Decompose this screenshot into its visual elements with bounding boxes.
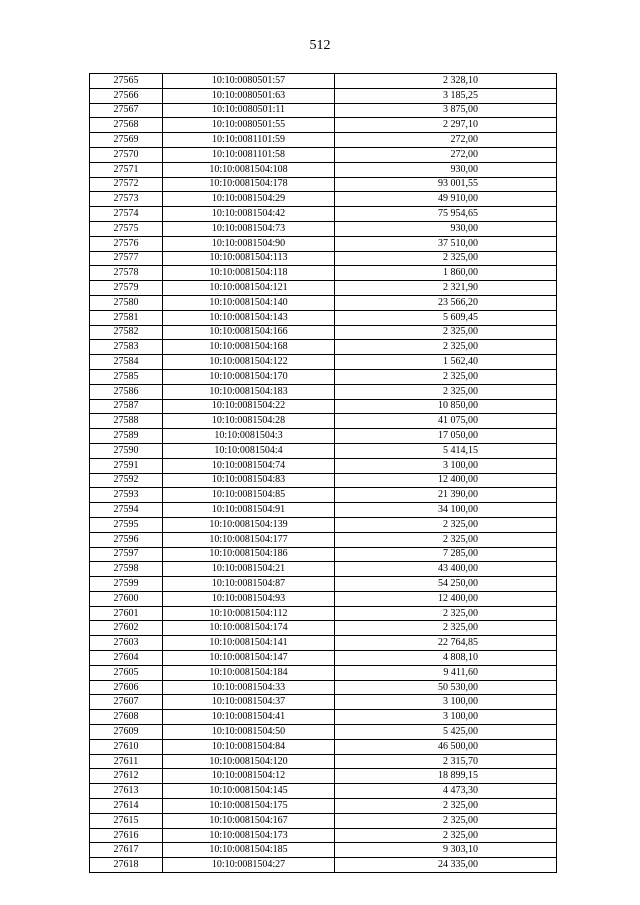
cadastral-number-cell: 10:10:0081504:118 [163,266,335,281]
table-row [90,236,557,251]
cadastral-number-cell: 10:10:0081504:87 [163,577,335,592]
amount-cell: 2 325,00 [335,828,557,843]
row-number-cell: 27576 [90,236,163,251]
cadastral-number-cell: 10:10:0081504:175 [163,799,335,814]
cadastral-number-cell: 10:10:0081504:37 [163,695,335,710]
amount-cell: 22 764,85 [335,636,557,651]
cadastral-number-cell: 10:10:0081504:166 [163,325,335,340]
cadastral-number-cell: 10:10:0081504:12 [163,769,335,784]
table-row [90,414,557,429]
amount-cell: 2 325,00 [335,517,557,532]
amount-cell: 12 400,00 [335,473,557,488]
table-row [90,695,557,710]
row-number-cell: 27569 [90,133,163,148]
row-number-cell: 27570 [90,147,163,162]
row-number-cell: 27594 [90,503,163,518]
amount-cell: 2 325,00 [335,325,557,340]
table-row [90,739,557,754]
cadastral-number-cell: 10:10:0081504:3 [163,429,335,444]
row-number-cell: 27611 [90,754,163,769]
row-number-cell: 27589 [90,429,163,444]
table-row [90,547,557,562]
table-row [90,147,557,162]
table-row [90,177,557,192]
row-number-cell: 27599 [90,577,163,592]
row-number-cell: 27567 [90,103,163,118]
amount-cell: 2 325,00 [335,340,557,355]
table-row [90,591,557,606]
cadastral-number-cell: 10:10:0081504:91 [163,503,335,518]
amount-cell: 2 325,00 [335,532,557,547]
cadastral-number-cell: 10:10:0081504:167 [163,813,335,828]
amount-cell: 37 510,00 [335,236,557,251]
amount-cell: 5 609,45 [335,310,557,325]
amount-cell: 34 100,00 [335,503,557,518]
table-row [90,369,557,384]
row-number-cell: 27617 [90,843,163,858]
amount-cell: 5 425,00 [335,725,557,740]
row-number-cell: 27590 [90,443,163,458]
cadastral-number-cell: 10:10:0081504:174 [163,621,335,636]
amount-cell: 2 325,00 [335,384,557,399]
cadastral-number-cell: 10:10:0081504:185 [163,843,335,858]
cadastral-number-cell: 10:10:0081504:178 [163,177,335,192]
cadastral-number-cell: 10:10:0081504:4 [163,443,335,458]
cadastral-number-cell: 10:10:0081504:74 [163,458,335,473]
amount-cell: 2 328,10 [335,74,557,89]
amount-cell: 9 303,10 [335,843,557,858]
table-row [90,784,557,799]
amount-cell: 43 400,00 [335,562,557,577]
row-number-cell: 27610 [90,739,163,754]
row-number-cell: 27607 [90,695,163,710]
table-row [90,443,557,458]
cadastral-number-cell: 10:10:0081504:28 [163,414,335,429]
cadastral-number-cell: 10:10:0081504:145 [163,784,335,799]
amount-cell: 46 500,00 [335,739,557,754]
cadastral-number-cell: 10:10:0080501:11 [163,103,335,118]
amount-cell: 50 530,00 [335,680,557,695]
amount-cell: 10 850,00 [335,399,557,414]
cadastral-number-cell: 10:10:0081504:93 [163,591,335,606]
row-number-cell: 27580 [90,295,163,310]
cadastral-number-cell: 10:10:0081504:121 [163,281,335,296]
table-row [90,355,557,370]
cadastral-number-cell: 10:10:0081504:42 [163,207,335,222]
table-row [90,384,557,399]
row-number-cell: 27615 [90,813,163,828]
amount-cell: 930,00 [335,162,557,177]
cadastral-number-cell: 10:10:0081504:50 [163,725,335,740]
amount-cell: 2 325,00 [335,799,557,814]
cadastral-number-cell: 10:10:0081504:29 [163,192,335,207]
amount-cell: 75 954,65 [335,207,557,222]
table-row [90,488,557,503]
registry-table-body [90,74,557,873]
table-row [90,769,557,784]
row-number-cell: 27613 [90,784,163,799]
table-row [90,473,557,488]
table-row [90,858,557,873]
table-row [90,310,557,325]
row-number-cell: 27593 [90,488,163,503]
cadastral-number-cell: 10:10:0081504:22 [163,399,335,414]
table-row [90,710,557,725]
row-number-cell: 27571 [90,162,163,177]
page-number: 512 [309,38,331,53]
amount-cell: 21 390,00 [335,488,557,503]
row-number-cell: 27581 [90,310,163,325]
cadastral-number-cell: 10:10:0081101:59 [163,133,335,148]
cadastral-number-cell: 10:10:0081504:170 [163,369,335,384]
amount-cell: 3 185,25 [335,88,557,103]
row-number-cell: 27588 [90,414,163,429]
amount-cell: 272,00 [335,133,557,148]
cadastral-number-cell: 10:10:0081504:122 [163,355,335,370]
row-number-cell: 27575 [90,221,163,236]
table-row [90,221,557,236]
cadastral-number-cell: 10:10:0081504:73 [163,221,335,236]
cadastral-number-cell: 10:10:0081504:143 [163,310,335,325]
cadastral-number-cell: 10:10:0081504:21 [163,562,335,577]
amount-cell: 5 414,15 [335,443,557,458]
table-row [90,665,557,680]
amount-cell: 7 285,00 [335,547,557,562]
amount-cell: 2 315,70 [335,754,557,769]
row-number-cell: 27612 [90,769,163,784]
cadastral-number-cell: 10:10:0080501:55 [163,118,335,133]
row-number-cell: 27605 [90,665,163,680]
row-number-cell: 27618 [90,858,163,873]
row-number-cell: 27600 [90,591,163,606]
cadastral-number-cell: 10:10:0081101:58 [163,147,335,162]
table-row [90,266,557,281]
amount-cell: 4 808,10 [335,651,557,666]
table-row [90,207,557,222]
cadastral-number-cell: 10:10:0081504:139 [163,517,335,532]
row-number-cell: 27595 [90,517,163,532]
amount-cell: 12 400,00 [335,591,557,606]
amount-cell: 18 899,15 [335,769,557,784]
cadastral-number-cell: 10:10:0081504:113 [163,251,335,266]
row-number-cell: 27606 [90,680,163,695]
cadastral-number-cell: 10:10:0081504:85 [163,488,335,503]
amount-cell: 41 075,00 [335,414,557,429]
cadastral-number-cell: 10:10:0080501:63 [163,88,335,103]
table-row [90,74,557,89]
cadastral-number-cell: 10:10:0081504:27 [163,858,335,873]
row-number-cell: 27582 [90,325,163,340]
cadastral-number-cell: 10:10:0081504:183 [163,384,335,399]
row-number-cell: 27598 [90,562,163,577]
row-number-cell: 27608 [90,710,163,725]
table-row [90,621,557,636]
cadastral-number-cell: 10:10:0081504:147 [163,651,335,666]
cadastral-number-cell: 10:10:0081504:41 [163,710,335,725]
amount-cell: 2 297,10 [335,118,557,133]
amount-cell: 3 100,00 [335,710,557,725]
table-row [90,295,557,310]
table-row [90,458,557,473]
row-number-cell: 27609 [90,725,163,740]
table-row [90,532,557,547]
cadastral-number-cell: 10:10:0081504:173 [163,828,335,843]
cadastral-number-cell: 10:10:0081504:141 [163,636,335,651]
cadastral-number-cell: 10:10:0081504:90 [163,236,335,251]
row-number-cell: 27603 [90,636,163,651]
row-number-cell: 27577 [90,251,163,266]
amount-cell: 54 250,00 [335,577,557,592]
table-row [90,503,557,518]
table-row [90,636,557,651]
row-number-cell: 27583 [90,340,163,355]
row-number-cell: 27568 [90,118,163,133]
table-row [90,251,557,266]
amount-cell: 2 321,90 [335,281,557,296]
amount-cell: 2 325,00 [335,251,557,266]
table-row [90,281,557,296]
row-number-cell: 27565 [90,74,163,89]
row-number-cell: 27579 [90,281,163,296]
amount-cell: 49 910,00 [335,192,557,207]
amount-cell: 2 325,00 [335,621,557,636]
table-row [90,843,557,858]
amount-cell: 17 050,00 [335,429,557,444]
table-row [90,725,557,740]
amount-cell: 3 100,00 [335,695,557,710]
row-number-cell: 27602 [90,621,163,636]
amount-cell: 23 566,20 [335,295,557,310]
table-row [90,517,557,532]
table-row [90,325,557,340]
amount-cell: 24 335,00 [335,858,557,873]
table-row [90,813,557,828]
row-number-cell: 27585 [90,369,163,384]
table-row [90,754,557,769]
table-row [90,828,557,843]
cadastral-number-cell: 10:10:0081504:140 [163,295,335,310]
amount-cell: 272,00 [335,147,557,162]
amount-cell: 2 325,00 [335,369,557,384]
cadastral-number-cell: 10:10:0081504:186 [163,547,335,562]
cadastral-number-cell: 10:10:0081504:168 [163,340,335,355]
row-number-cell: 27592 [90,473,163,488]
amount-cell: 1 562,40 [335,355,557,370]
amount-cell: 2 325,00 [335,813,557,828]
table-row [90,429,557,444]
cadastral-number-cell: 10:10:0081504:177 [163,532,335,547]
cadastral-number-cell: 10:10:0081504:33 [163,680,335,695]
amount-cell: 4 473,30 [335,784,557,799]
row-number-cell: 27614 [90,799,163,814]
row-number-cell: 27566 [90,88,163,103]
cadastral-number-cell: 10:10:0081504:184 [163,665,335,680]
table-row [90,577,557,592]
cadastral-number-cell: 10:10:0081504:120 [163,754,335,769]
table-row [90,88,557,103]
row-number-cell: 27587 [90,399,163,414]
amount-cell: 3 100,00 [335,458,557,473]
table-row [90,162,557,177]
table-row [90,399,557,414]
row-number-cell: 27591 [90,458,163,473]
table-row [90,192,557,207]
row-number-cell: 27574 [90,207,163,222]
amount-cell: 930,00 [335,221,557,236]
amount-cell: 2 325,00 [335,606,557,621]
row-number-cell: 27584 [90,355,163,370]
row-number-cell: 27604 [90,651,163,666]
amount-cell: 9 411,60 [335,665,557,680]
cadastral-number-cell: 10:10:0081504:84 [163,739,335,754]
row-number-cell: 27573 [90,192,163,207]
cadastral-number-cell: 10:10:0081504:112 [163,606,335,621]
row-number-cell: 27578 [90,266,163,281]
table-row [90,680,557,695]
row-number-cell: 27586 [90,384,163,399]
row-number-cell: 27596 [90,532,163,547]
row-number-cell: 27616 [90,828,163,843]
amount-cell: 1 860,00 [335,266,557,281]
cadastral-number-cell: 10:10:0081504:108 [163,162,335,177]
amount-cell: 3 875,00 [335,103,557,118]
table-row [90,118,557,133]
cadastral-number-cell: 10:10:0080501:57 [163,74,335,89]
table-row [90,103,557,118]
table-row [90,133,557,148]
amount-cell: 93 001,55 [335,177,557,192]
row-number-cell: 27572 [90,177,163,192]
registry-table [89,73,557,873]
cadastral-number-cell: 10:10:0081504:83 [163,473,335,488]
table-row [90,606,557,621]
table-row [90,799,557,814]
table-row [90,562,557,577]
row-number-cell: 27601 [90,606,163,621]
row-number-cell: 27597 [90,547,163,562]
table-row [90,340,557,355]
table-row [90,651,557,666]
